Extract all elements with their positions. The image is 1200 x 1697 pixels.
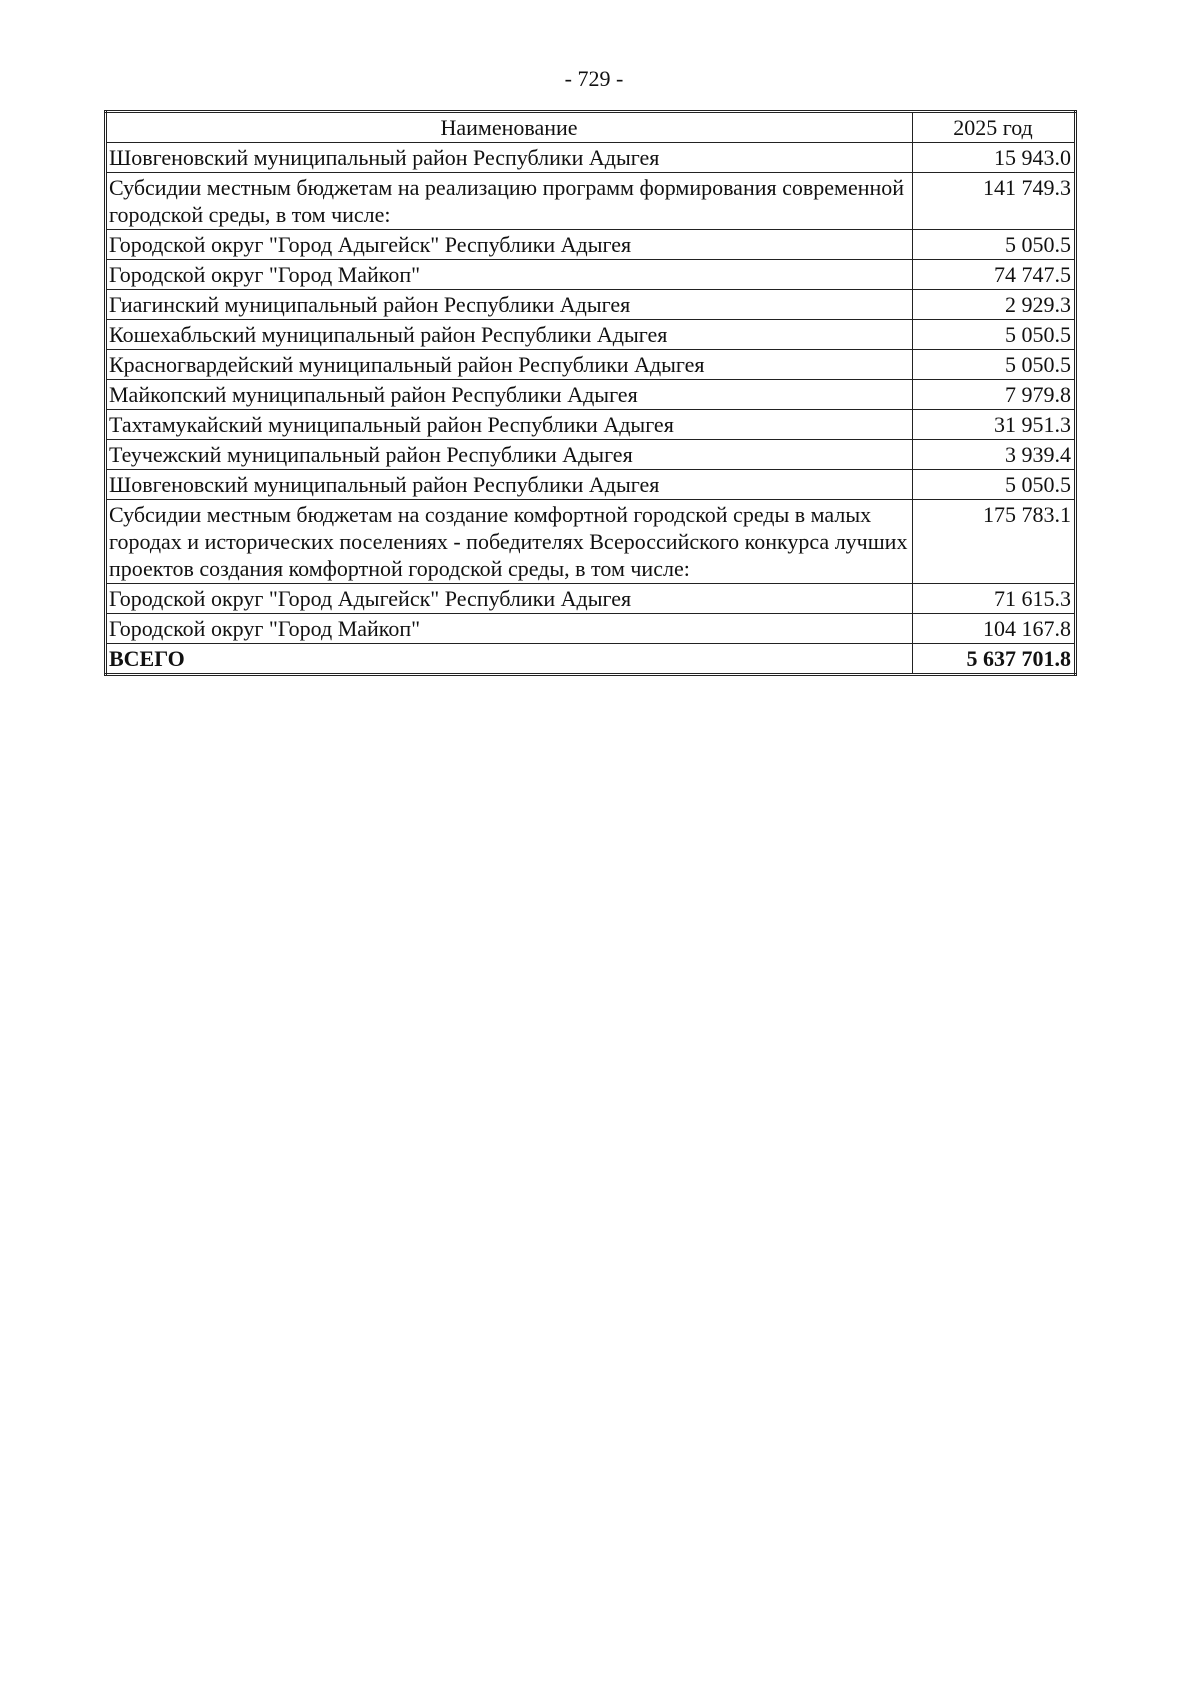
total-value: 5 637 701.8 (913, 644, 1076, 675)
row-value: 74 747.5 (913, 260, 1076, 290)
row-value: 2 929.3 (913, 290, 1076, 320)
row-name: Майкопский муниципальный район Республики Адыгея (106, 380, 913, 410)
row-name: Гиагинский муниципальный район Республики Адыгея (106, 290, 913, 320)
table-row (106, 350, 1076, 380)
row-value: 71 615.3 (913, 584, 1076, 614)
row-name: Субсидии местным бюджетам на создание комфортной городской среды в малых городах и исторических поселениях - победителях Всероссийского конкурса лучших проектов создания комфортной городской среды, в том числе: (106, 500, 913, 584)
table-row (106, 173, 1076, 230)
row-name: Городской округ "Город Адыгейск" Республики Адыгея (106, 230, 913, 260)
row-name: Городской округ "Город Майкоп" (106, 614, 913, 644)
table-row (106, 380, 1076, 410)
table-row (106, 440, 1076, 470)
row-name: Субсидии местным бюджетам на реализацию программ формирования современной городской среды, в том числе: (106, 173, 913, 230)
row-value: 15 943.0 (913, 143, 1076, 173)
table-row (106, 290, 1076, 320)
total-label: ВСЕГО (106, 644, 913, 675)
table-row (106, 230, 1076, 260)
row-value: 5 050.5 (913, 470, 1076, 500)
row-value: 5 050.5 (913, 350, 1076, 380)
row-value: 175 783.1 (913, 500, 1076, 584)
row-value: 104 167.8 (913, 614, 1076, 644)
row-name: Шовгеновский муниципальный район Республики Адыгея (106, 143, 913, 173)
row-name: Красногвардейский муниципальный район Республики Адыгея (106, 350, 913, 380)
row-name: Теучежский муниципальный район Республики Адыгея (106, 440, 913, 470)
column-header-name: Наименование (106, 112, 913, 143)
row-value: 31 951.3 (913, 410, 1076, 440)
row-name: Шовгеновский муниципальный район Республики Адыгея (106, 470, 913, 500)
page-number: - 729 - (564, 66, 624, 91)
row-name: Кошехабльский муниципальный район Республики Адыгея (106, 320, 913, 350)
row-value: 5 050.5 (913, 320, 1076, 350)
row-value: 141 749.3 (913, 173, 1076, 230)
table-row (106, 410, 1076, 440)
table-row (106, 260, 1076, 290)
table-row (106, 320, 1076, 350)
row-name: Тахтамукайский муниципальный район Республики Адыгея (106, 410, 913, 440)
table-row (106, 614, 1076, 644)
table-row (106, 500, 1076, 584)
table-row (106, 470, 1076, 500)
row-value: 5 050.5 (913, 230, 1076, 260)
row-name: Городской округ "Город Адыгейск" Республики Адыгея (106, 584, 913, 614)
total-row (106, 644, 1076, 675)
table-row (106, 584, 1076, 614)
budget-table (104, 110, 1077, 676)
row-value: 7 979.8 (913, 380, 1076, 410)
table-header-row (106, 112, 1076, 143)
row-name: Городской округ "Город Майкоп" (106, 260, 913, 290)
row-value: 3 939.4 (913, 440, 1076, 470)
column-header-year: 2025 год (913, 112, 1076, 143)
table-row (106, 143, 1076, 173)
